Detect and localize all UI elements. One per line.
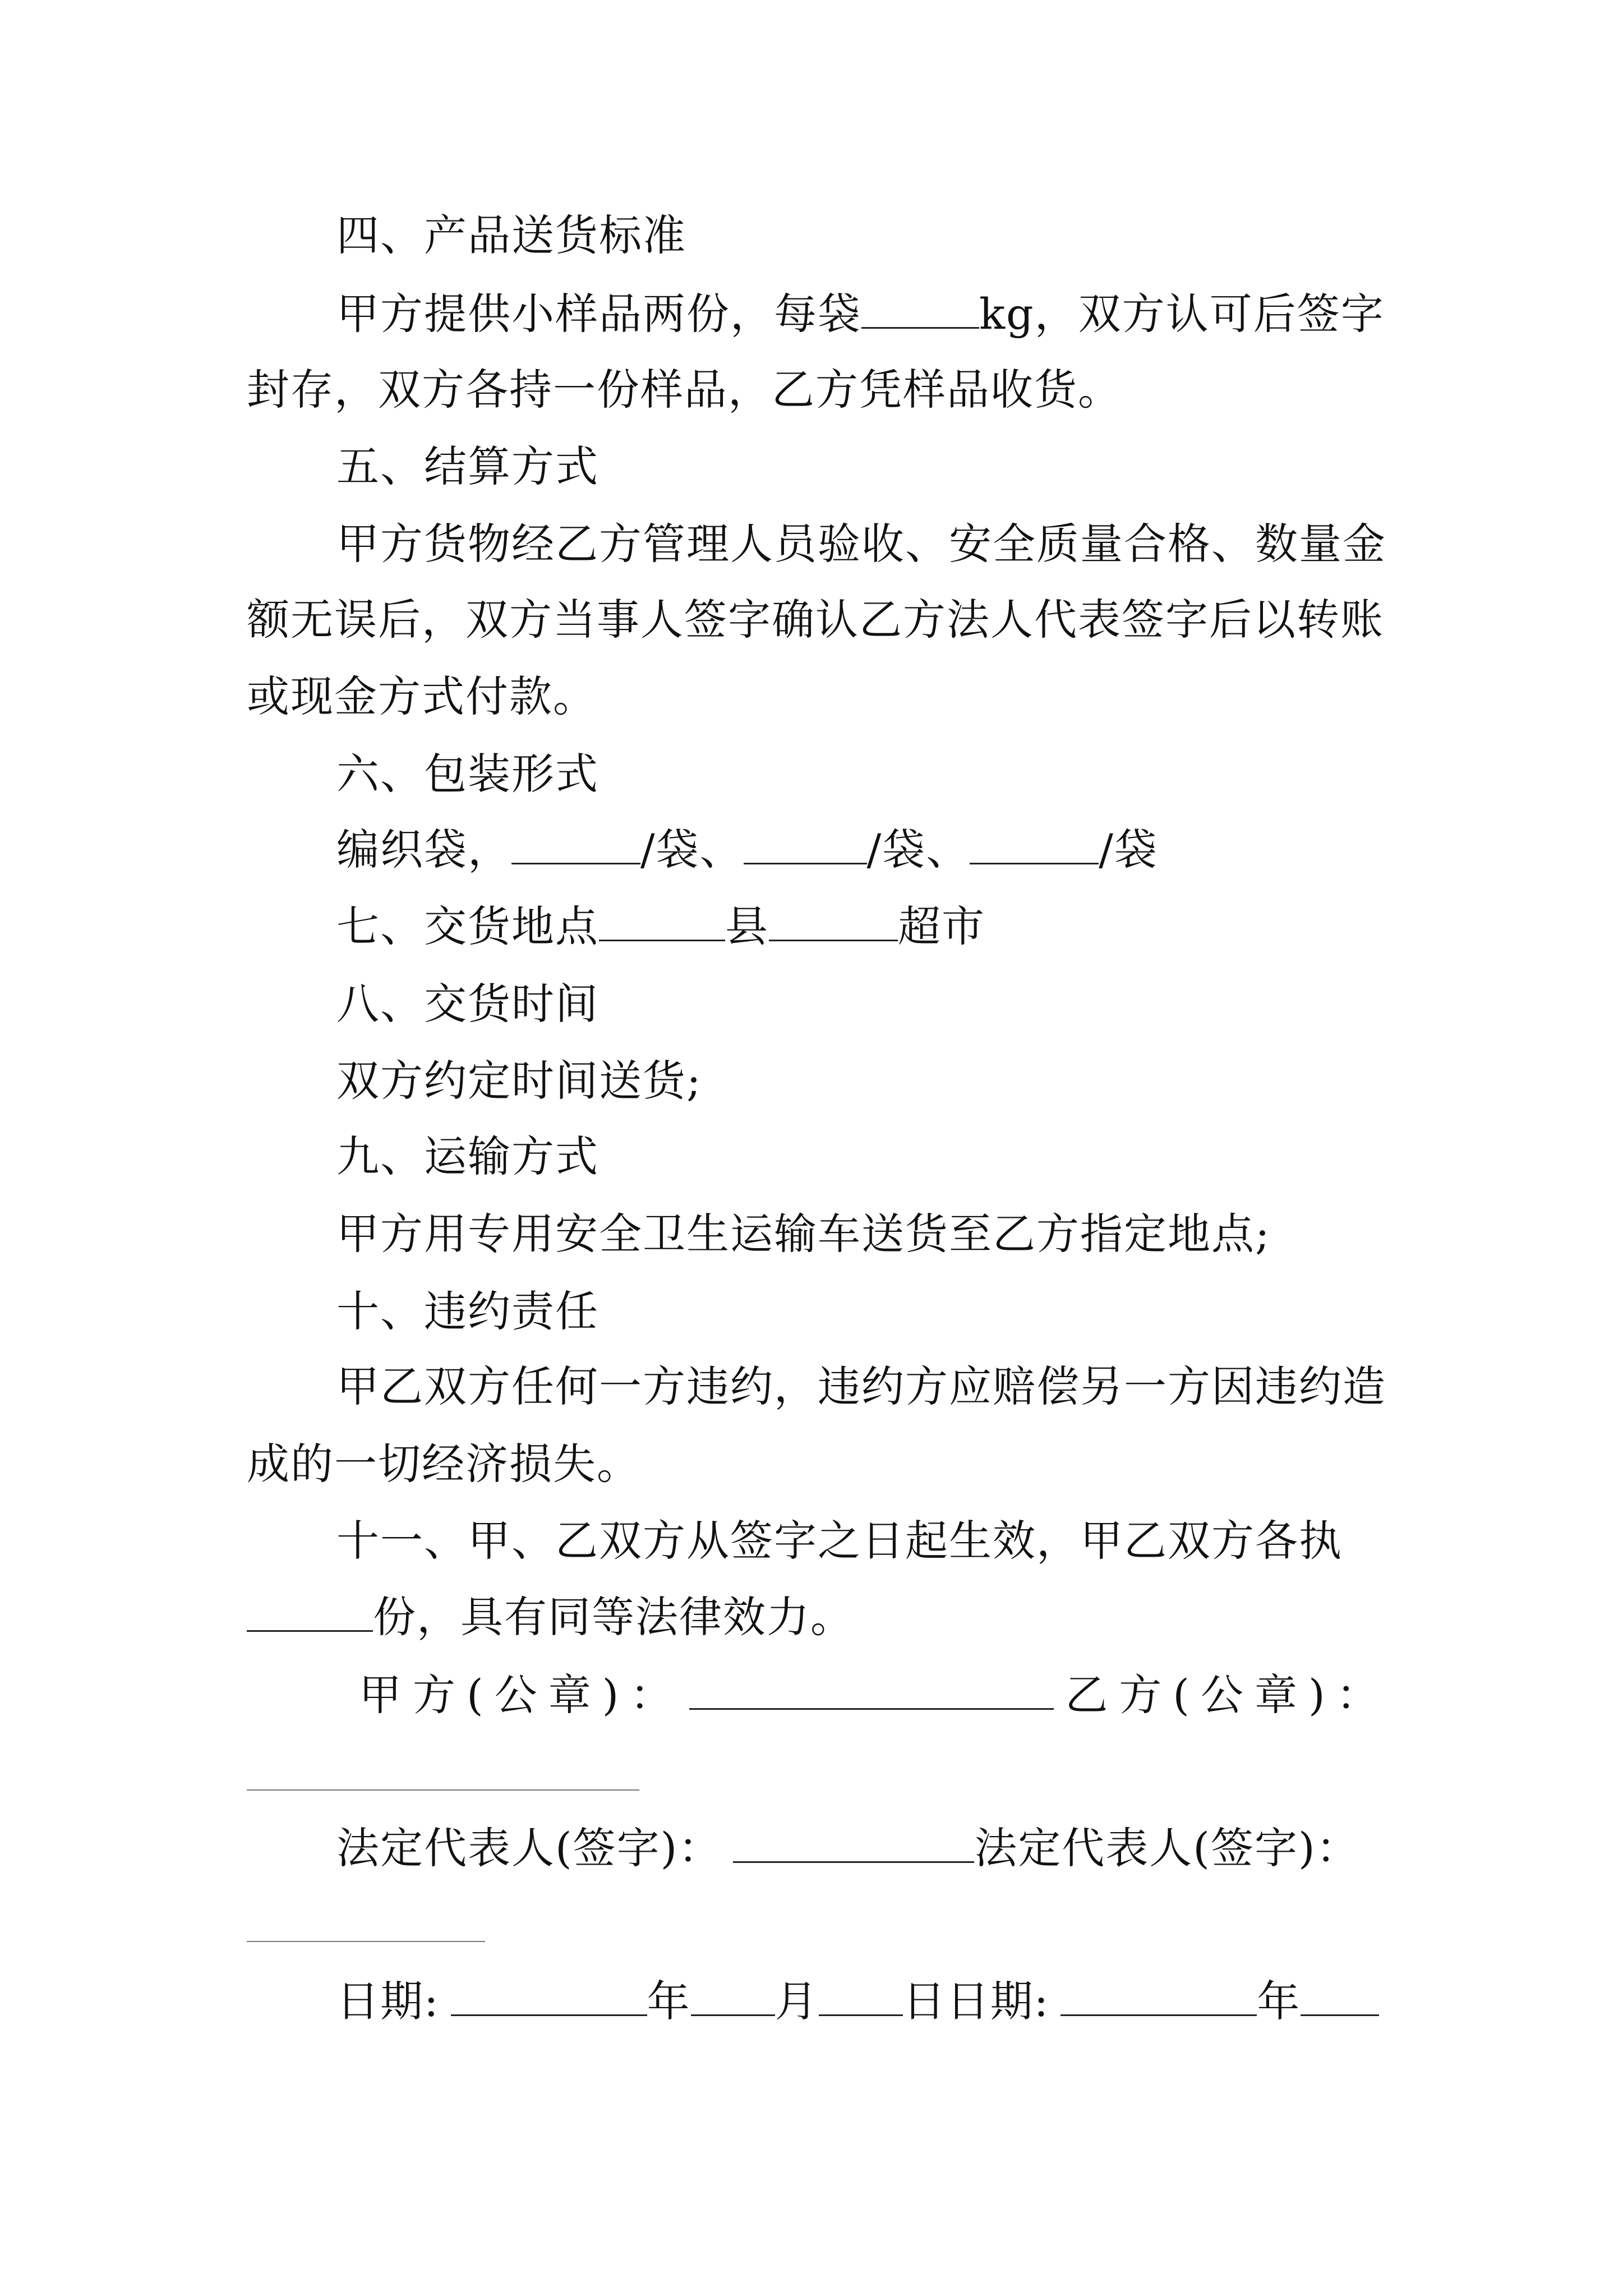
day-date-label: 日日期: [902, 1976, 1050, 2026]
party-a-rep-blank [733, 1822, 974, 1863]
packaging-blank-3 [970, 823, 1099, 864]
section-4-line-1 [336, 286, 1385, 342]
month-a-blank [691, 1975, 775, 2016]
packaging-blank-1 [511, 823, 640, 864]
packaging-unit-1: /袋、 [640, 825, 744, 875]
section-9-text: 甲方用专用安全卫生运输车送货至乙方指定地点; [336, 1209, 1271, 1259]
party-a-seal-label: 甲方(公章)： [359, 1670, 684, 1720]
representative-line [336, 1820, 1360, 1876]
party-b-rep-label: 法定代表人(签字)： [974, 1823, 1360, 1873]
section-11-line-1: 十一、甲、乙双方从签字之日起生效，甲乙双方各执 [336, 1516, 1343, 1566]
section-10-line-1: 甲乙双方任何一方违约，违约方应赔偿另一方因违约造 [336, 1361, 1386, 1411]
month-b-blank [1301, 1975, 1379, 2016]
section-5-line-1: 甲方货物经乙方管理人员验收、安全质量合格、数量金 [336, 519, 1386, 569]
party-b-seal-blank [247, 1789, 639, 1791]
year-b-blank [1061, 1975, 1257, 2016]
supermarket-label: 超市 [898, 901, 985, 951]
section-7-line [336, 899, 985, 955]
party-b-seal-label: 乙方(公章)： [1065, 1670, 1390, 1720]
section-9-heading: 九、运输方式 [336, 1131, 599, 1181]
supermarket-blank [769, 900, 898, 941]
section-10-heading: 十、违约责任 [336, 1286, 599, 1336]
section-6-heading: 六、包装形式 [336, 749, 599, 799]
section-4-text-b: kg，双方认可后签字 [979, 289, 1385, 339]
year-b-label: 年 [1257, 1976, 1301, 2026]
delivery-place-label: 七、交货地点 [336, 901, 599, 951]
section-4-heading: 四、产品送货标准 [336, 210, 686, 260]
section-5-heading: 五、结算方式 [336, 441, 599, 491]
party-a-rep-label: 法定代表人(签字)： [336, 1823, 722, 1873]
date-line [336, 1973, 1379, 2030]
party-b-rep-blank [247, 1941, 485, 1942]
packaging-blank-2 [744, 823, 867, 864]
section-4-text-a: 甲方提供小样品两份，每袋 [336, 289, 861, 339]
year-a-blank [451, 1975, 647, 2016]
party-a-seal-line [359, 1667, 1390, 1723]
packaging-unit-3: /袋 [1099, 825, 1158, 875]
section-8-text: 双方约定时间送货; [336, 1056, 702, 1106]
day-a-blank [819, 1975, 903, 2016]
party-a-seal-blank [689, 1669, 1054, 1710]
copies-blank [247, 1591, 373, 1632]
date-a-label: 日期: [336, 1976, 440, 2026]
section-6-packaging-line [336, 822, 1158, 878]
copies-text: 份，具有同等法律效力。 [373, 1592, 854, 1642]
section-4-line-2: 封存，双方各持一份样品，乙方凭样品收货。 [247, 365, 1122, 415]
packaging-unit-2: /袋、 [866, 825, 970, 875]
section-11-line-2 [247, 1589, 854, 1645]
section-10-line-2: 成的一切经济损失。 [247, 1439, 640, 1489]
section-5-line-3: 或现金方式付款。 [247, 671, 597, 721]
packaging-label: 编织袋， [336, 825, 511, 875]
year-a-label: 年 [647, 1976, 691, 2026]
month-a-label: 月 [774, 1976, 819, 2026]
section-8-heading: 八、交货时间 [336, 979, 599, 1029]
weight-blank [861, 288, 979, 329]
county-label: 县 [725, 901, 769, 951]
county-blank [599, 900, 725, 941]
section-5-line-2: 额无误后，双方当事人签字确认乙方法人代表签字后以转账 [247, 595, 1384, 645]
